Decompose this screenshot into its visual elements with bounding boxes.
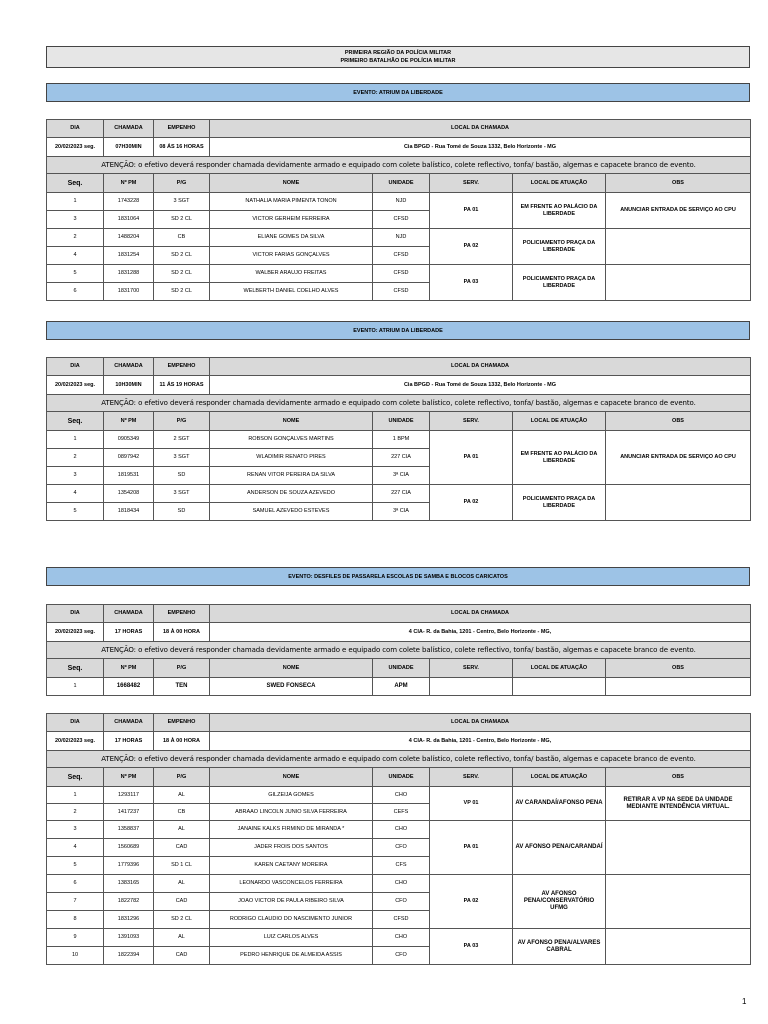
table-cell: 3 SGT [154, 193, 210, 211]
column-header-row [47, 659, 751, 678]
table-cell: 10H30MIN [104, 376, 154, 395]
table-cell: APM [373, 678, 430, 696]
table-row [47, 929, 751, 947]
table-cell: LOCAL DA CHAMADA [210, 714, 751, 732]
table-row [47, 229, 751, 247]
table-cell: EMPENHO [154, 605, 210, 623]
table-cell: NATHALIA MARIA PIMENTA TONON [210, 193, 373, 211]
table-cell: NJD [373, 229, 430, 247]
table-cell: ELIANE GOMES DA SILVA [210, 229, 373, 247]
table-cell: Seq. [47, 174, 104, 193]
table-row [47, 265, 751, 283]
roster-table-1 [46, 119, 751, 301]
table-cell: Seq. [47, 659, 104, 678]
roster-table-3 [46, 604, 751, 696]
table-cell: CB [154, 804, 210, 821]
attention-row [47, 642, 751, 659]
table-cell: CFSD [373, 265, 430, 283]
table-cell: PA 02 [430, 875, 513, 929]
table-cell: NOME [210, 174, 373, 193]
table-cell: 11 ÁS 19 HORAS [154, 376, 210, 395]
table-cell: SERV. [430, 659, 513, 678]
call-info-row [47, 376, 751, 395]
table-cell: POLICIAMENTO PRAÇA DA LIBERDADE [513, 265, 606, 301]
table-cell: SD 2 CL [154, 247, 210, 265]
table-cell: 2 [47, 804, 104, 821]
table-cell: UNIDADE [373, 174, 430, 193]
table-cell: CEFS [373, 804, 430, 821]
table-cell: 1383165 [104, 875, 154, 893]
table-cell: 0905349 [104, 431, 154, 449]
table-cell: Cia BPGD - Rua Tomé de Souza 1332, Belo Horizonte - MG [210, 138, 751, 157]
table-cell: UNIDADE [373, 768, 430, 787]
table-cell: 20/02/2023 seg. [47, 138, 104, 157]
table-cell: 1293117 [104, 787, 154, 804]
table-cell [606, 875, 751, 929]
table-row [47, 821, 751, 839]
table-cell: KAREN CAETANY MOREIRA [210, 857, 373, 875]
table-cell: WALBER ARAUJO FREITAS [210, 265, 373, 283]
table-row [47, 787, 751, 804]
table-cell: 1488204 [104, 229, 154, 247]
table-cell: PA 03 [430, 929, 513, 965]
table-header-row [47, 714, 751, 732]
table-row [47, 193, 751, 211]
table-cell: 4 CIA- R. da Bahia, 1201 - Centro, Belo Horizonte - MG, [210, 623, 751, 642]
table-cell: AL [154, 929, 210, 947]
header-line-2: PRIMEIRO BATALHÃO DE POLÍCIA MILITAR [340, 58, 456, 64]
table-cell: 1818434 [104, 503, 154, 521]
table-cell: CAD [154, 839, 210, 857]
table-cell: POLICIAMENTO PRAÇA DA LIBERDADE [513, 229, 606, 265]
table-cell: DIA [47, 120, 104, 138]
table-cell: Nº PM [104, 412, 154, 431]
table-cell: NOME [210, 412, 373, 431]
table-cell: ANUNCIAR ENTRADA DE SERVIÇO AO CPU [606, 193, 751, 229]
table-cell: CB [154, 229, 210, 247]
table-cell: SD 1 CL [154, 857, 210, 875]
table-cell: LOCAL DA CHAMADA [210, 605, 751, 623]
table-cell [606, 929, 751, 965]
attention-row [47, 157, 751, 174]
table-cell: Cia BPGD - Rua Tomé de Souza 1332, Belo Horizonte - MG [210, 376, 751, 395]
table-cell: CHO [373, 787, 430, 804]
table-cell: 3 [47, 821, 104, 839]
table-cell: 6 [47, 875, 104, 893]
table-cell: PA 01 [430, 193, 513, 229]
table-cell: PEDRO HENRIQUE DE ALMEIDA ASSIS [210, 947, 373, 965]
table-cell: EM FRENTE AO PALÁCIO DA LIBERDADE [513, 193, 606, 229]
table-cell: SD 2 CL [154, 211, 210, 229]
table-cell: ROBSON GONÇALVES MARTINS [210, 431, 373, 449]
table-cell: 1417237 [104, 804, 154, 821]
table-cell: RENAN VITOR PEREIRA DA SILVA [210, 467, 373, 485]
table-cell: CHO [373, 821, 430, 839]
table-cell: 1391093 [104, 929, 154, 947]
table-cell: OBS [606, 659, 751, 678]
table-cell: P/G [154, 768, 210, 787]
table-cell: VICTOR FARIAS GONÇALVES [210, 247, 373, 265]
table-cell: CFSD [373, 911, 430, 929]
table-cell: 4 [47, 839, 104, 857]
table-cell: 1831296 [104, 911, 154, 929]
table-cell: Nº PM [104, 659, 154, 678]
table-cell: PA 03 [430, 265, 513, 301]
table-cell: 1822782 [104, 893, 154, 911]
table-cell: NJD [373, 193, 430, 211]
table-cell: 5 [47, 857, 104, 875]
table-cell: WELBERTH DANIEL COELHO ALVES [210, 283, 373, 301]
table-cell [606, 485, 751, 521]
table-cell: CHO [373, 875, 430, 893]
table-cell: 1358837 [104, 821, 154, 839]
table-cell: 6 [47, 283, 104, 301]
table-cell [606, 821, 751, 875]
table-cell: 1819531 [104, 467, 154, 485]
table-cell: NOME [210, 768, 373, 787]
table-row [47, 485, 751, 503]
roster-table-2 [46, 357, 751, 521]
table-cell: ABRAAO LINCOLN JUNIO SILVA FERREIRA [210, 804, 373, 821]
table-cell: 1831254 [104, 247, 154, 265]
table-cell: LUIZ CARLOS ALVES [210, 929, 373, 947]
table-cell: 2 [47, 449, 104, 467]
table-cell: 1 [47, 787, 104, 804]
table-cell: CHAMADA [104, 714, 154, 732]
event-banner-1: EVENTO: ATRIUM DA LIBERDADE [46, 83, 750, 102]
table-row [47, 678, 751, 696]
table-cell: 3 SGT [154, 449, 210, 467]
table-row [47, 875, 751, 893]
table-cell: CFSD [373, 211, 430, 229]
table-cell: Seq. [47, 768, 104, 787]
table-cell: 8 [47, 911, 104, 929]
table-cell: 1 [47, 193, 104, 211]
table-cell: CAD [154, 893, 210, 911]
table-cell: 1779396 [104, 857, 154, 875]
table-cell: SERV. [430, 768, 513, 787]
table-cell: AL [154, 875, 210, 893]
table-header-row [47, 120, 751, 138]
table-cell [430, 678, 513, 696]
table-cell: 4 [47, 485, 104, 503]
table-cell: 1822394 [104, 947, 154, 965]
table-cell: ATENÇÃO: o efetivo deverá responder chamada devidamente armado e equipado com colete balístico, colete reflectivo, tonfa/ bastão, algemas e capacete branco de evento. [47, 157, 751, 174]
table-cell: CFSD [373, 283, 430, 301]
table-cell: JANAINE KALKS FIRMINO DE MIRANDA * [210, 821, 373, 839]
table-cell: SWED FONSECA [210, 678, 373, 696]
table-cell: ANDERSON DE SOUZA AZEVEDO [210, 485, 373, 503]
table-cell: CHAMADA [104, 605, 154, 623]
table-cell: Seq. [47, 412, 104, 431]
table-cell: 20/02/2023 seg. [47, 732, 104, 751]
table-cell: DIA [47, 605, 104, 623]
table-cell: AV CARANDAÍ/AFONSO PENA [513, 787, 606, 821]
table-cell: PA 02 [430, 485, 513, 521]
event-banner-2: EVENTO: ATRIUM DA LIBERDADE [46, 321, 750, 340]
table-cell: 1831064 [104, 211, 154, 229]
table-cell: Nº PM [104, 768, 154, 787]
table-cell: 227 CIA [373, 449, 430, 467]
table-cell: 07H30MIN [104, 138, 154, 157]
table-cell: 1 BPM [373, 431, 430, 449]
table-cell: CFO [373, 893, 430, 911]
table-cell: JOAO VICTOR DE PAULA RIBEIRO SILVA [210, 893, 373, 911]
table-cell: DIA [47, 358, 104, 376]
table-cell: SD [154, 467, 210, 485]
table-cell: 3ª CIA [373, 467, 430, 485]
table-cell: LOCAL DE ATUAÇÃO [513, 659, 606, 678]
table-cell: EM FRENTE AO PALÁCIO DA LIBERDADE [513, 431, 606, 485]
page-number: 1 [742, 997, 747, 1006]
table-cell: DIA [47, 714, 104, 732]
table-cell: 3ª CIA [373, 503, 430, 521]
table-cell: 3 SGT [154, 485, 210, 503]
table-cell: WLADIMIR RENATO PIRES [210, 449, 373, 467]
table-cell: ATENÇÃO: o efetivo deverá responder chamada devidamente armado e equipado com colete balístico, colete reflectivo, tonfa/ bastão, algemas e capacete branco de evento. [47, 751, 751, 768]
table-cell: 1831288 [104, 265, 154, 283]
table-cell: 1354208 [104, 485, 154, 503]
table-cell: 3 [47, 467, 104, 485]
table-cell: 20/02/2023 seg. [47, 376, 104, 395]
table-cell: P/G [154, 174, 210, 193]
table-cell: POLICIAMENTO PRAÇA DA LIBERDADE [513, 485, 606, 521]
table-cell: CFO [373, 839, 430, 857]
table-cell: P/G [154, 659, 210, 678]
table-cell: Nº PM [104, 174, 154, 193]
table-cell: SERV. [430, 174, 513, 193]
table-cell: 17 HORAS [104, 732, 154, 751]
table-cell: CHAMADA [104, 120, 154, 138]
table-cell: 4 CIA- R. da Bahia, 1201 - Centro, Belo Horizonte - MG, [210, 732, 751, 751]
table-cell: 1 [47, 678, 104, 696]
table-cell: AV AFONSO PENA/CARANDAÍ [513, 821, 606, 875]
table-cell: PA 01 [430, 431, 513, 485]
table-cell: 7 [47, 893, 104, 911]
table-cell: 10 [47, 947, 104, 965]
table-cell: SD 2 CL [154, 911, 210, 929]
table-cell: JADER FROIS DOS SANTOS [210, 839, 373, 857]
table-cell: 1560689 [104, 839, 154, 857]
table-cell [513, 678, 606, 696]
table-cell: 4 [47, 247, 104, 265]
table-cell: 08 ÁS 16 HORAS [154, 138, 210, 157]
table-cell: RODRIGO CLAUDIO DO NASCIMENTO JUNIOR [210, 911, 373, 929]
table-cell: LEONARDO VASCONCELOS FERREIRA [210, 875, 373, 893]
table-cell: AV AFONSO PENA/CONSERVATÓRIO UFMG [513, 875, 606, 929]
table-cell: 18 À 00 HORA [154, 623, 210, 642]
table-cell: LOCAL DE ATUAÇÃO [513, 174, 606, 193]
attention-row [47, 751, 751, 768]
table-cell: 9 [47, 929, 104, 947]
table-cell: 227 CIA [373, 485, 430, 503]
table-cell: NOME [210, 659, 373, 678]
call-info-row [47, 138, 751, 157]
table-cell: SD 2 CL [154, 283, 210, 301]
table-cell: 2 SGT [154, 431, 210, 449]
table-cell: SD 2 CL [154, 265, 210, 283]
table-cell: 1831700 [104, 283, 154, 301]
table-cell: CHO [373, 929, 430, 947]
header-line-1: PRIMEIRA REGIÃO DA POLÍCIA MILITAR [344, 50, 452, 56]
call-info-row [47, 623, 751, 642]
table-cell: 1743228 [104, 193, 154, 211]
table-cell [606, 678, 751, 696]
table-cell: ATENÇÃO: o efetivo deverá responder chamada devidamente armado e equipado com colete balístico, colete reflectivo, tonfa/ bastão, algemas e capacete branco de evento. [47, 395, 751, 412]
call-info-row [47, 732, 751, 751]
table-cell: 1 [47, 431, 104, 449]
column-header-row [47, 174, 751, 193]
table-cell: LOCAL DA CHAMADA [210, 120, 751, 138]
table-cell: EMPENHO [154, 714, 210, 732]
table-cell: 0897942 [104, 449, 154, 467]
table-cell: 5 [47, 503, 104, 521]
table-cell: ANUNCIAR ENTRADA DE SERVIÇO AO CPU [606, 431, 751, 485]
document-header [46, 46, 750, 68]
table-cell: 20/02/2023 seg. [47, 623, 104, 642]
table-cell: EMPENHO [154, 120, 210, 138]
table-cell: VP 01 [430, 787, 513, 821]
table-cell: AV AFONSO PENA/ALVARES CABRAL [513, 929, 606, 965]
table-cell [606, 229, 751, 265]
table-cell: CFSD [373, 247, 430, 265]
table-cell: P/G [154, 412, 210, 431]
table-cell: CHAMADA [104, 358, 154, 376]
table-cell: CFS [373, 857, 430, 875]
table-cell: 5 [47, 265, 104, 283]
table-cell: CAD [154, 947, 210, 965]
table-cell: 1668482 [104, 678, 154, 696]
table-cell: SD [154, 503, 210, 521]
table-cell: SAMUEL AZEVEDO ESTEVES [210, 503, 373, 521]
table-cell: UNIDADE [373, 412, 430, 431]
table-header-row [47, 358, 751, 376]
column-header-row [47, 768, 751, 787]
table-row [47, 431, 751, 449]
table-cell: 2 [47, 229, 104, 247]
attention-row [47, 395, 751, 412]
table-cell: OBS [606, 412, 751, 431]
table-cell: PA 02 [430, 229, 513, 265]
table-cell: UNIDADE [373, 659, 430, 678]
table-cell: ATENÇÃO: o efetivo deverá responder chamada devidamente armado e equipado com colete balístico, colete reflectivo, tonfa/ bastão, algemas e capacete branco de evento. [47, 642, 751, 659]
table-cell: SERV. [430, 412, 513, 431]
table-cell [606, 265, 751, 301]
table-cell: OBS [606, 174, 751, 193]
table-cell: 3 [47, 211, 104, 229]
table-cell: EMPENHO [154, 358, 210, 376]
event-banner-3: EVENTO: DESFILES DE PASSARELA ESCOLAS DE SAMBA E BLOCOS CARICATOS [46, 567, 750, 586]
table-cell: PA 01 [430, 821, 513, 875]
table-cell: CFO [373, 947, 430, 965]
column-header-row [47, 412, 751, 431]
table-header-row [47, 605, 751, 623]
table-cell: TEN [154, 678, 210, 696]
table-cell: VICTOR GERHEIM FERREIRA [210, 211, 373, 229]
table-cell: AL [154, 787, 210, 804]
roster-table-4 [46, 713, 751, 965]
table-cell: LOCAL DE ATUAÇÃO [513, 768, 606, 787]
table-cell: LOCAL DA CHAMADA [210, 358, 751, 376]
table-cell: 18 À 00 HORA [154, 732, 210, 751]
table-cell: OBS [606, 768, 751, 787]
table-cell: RETIRAR A VP NA SEDE DA UNIDADE MEDIANTE INTENDÊNCIA VIRTUAL. [606, 787, 751, 821]
table-cell: GILZEIJA GOMES [210, 787, 373, 804]
table-cell: 17 HORAS [104, 623, 154, 642]
table-cell: LOCAL DE ATUAÇÃO [513, 412, 606, 431]
table-cell: AL [154, 821, 210, 839]
